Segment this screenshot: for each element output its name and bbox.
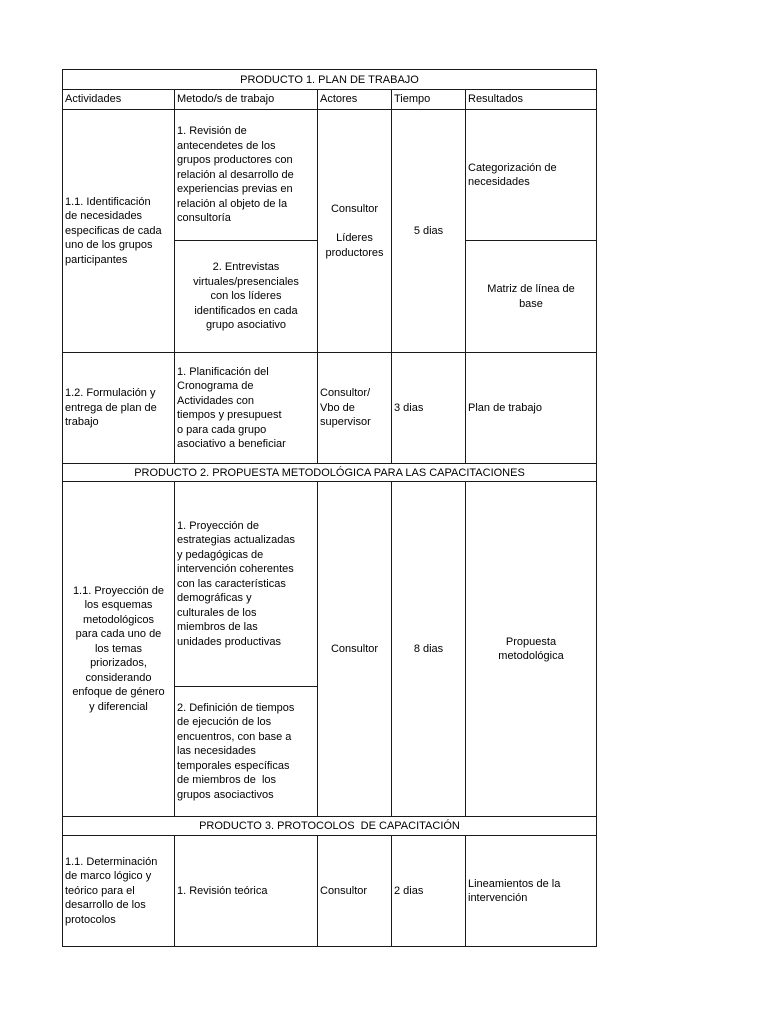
text-line: temporales específicas [177,759,290,772]
text-line: experiencias previas en [177,183,293,196]
cell-resultados [465,240,597,353]
product-title-text: PRODUCTO 2. PROPUESTA METODOLÓGICA PARA LAS CAPACITACIONES [134,466,525,479]
text-line: grupos productores con [177,154,293,167]
header-metodos [174,89,318,110]
text-line: para cada uno de [75,628,162,641]
text-line: base [519,297,543,310]
text-line: 1. Planificación del [177,365,269,378]
cell-metodo [174,352,318,464]
text-line: relación al desarrollo de [177,168,294,181]
text-line: necesidades [468,176,530,188]
cell-actividad [62,109,175,353]
text-line: 3 dias [394,401,424,414]
text-line: de ejecución de los [177,716,272,729]
text-line: tiempos y presupuest [177,409,282,421]
text-line: intervención coherentes [177,563,294,576]
text-line: Consultor [330,203,379,215]
text-line: metodológica [498,650,564,662]
cell-resultados [465,481,597,817]
text-line: entrega de plan de [65,401,157,414]
text-line: supervisor [320,416,371,429]
header-label: Metodo/s de trabajo [177,93,275,106]
text-line: desarrollo de los [65,899,146,912]
text-line: productores [325,246,384,259]
text-line: de necesidades [65,210,143,223]
text-line: y diferencial [89,700,148,713]
text-line: Consultor [330,642,379,655]
cell-metodo [174,481,318,687]
text-line: 2. Definición de tiempos [177,701,295,714]
cell-resultados [465,109,597,241]
product-3-title [62,816,597,836]
cell-actividad [62,835,175,947]
cell-actores [317,109,392,353]
text-line: Consultor [320,884,368,897]
cell-metodo [174,686,318,817]
text-line: con las características [177,577,286,590]
text-line: los esquemas [84,599,153,612]
text-line: Categorización de [468,161,557,174]
header-label: Actores [320,93,358,106]
header-tiempo [391,89,466,110]
text-line: considerando [85,671,152,684]
text-line: Lineamientos de la [468,877,561,890]
text-line: 1. Proyección de [177,519,259,532]
product-title-text: PRODUCTO 1. PLAN DE TRABAJO [240,73,419,86]
text-line: metodológicos [83,613,154,626]
text-line: 1.1. Proyección de [72,584,165,597]
text-line: Líderes [336,232,373,244]
header-label: Actividades [65,93,122,106]
text-line: encuentros, con base a [177,730,292,743]
header-actores [317,89,392,110]
cell-actividad [62,352,175,464]
text-line: 2 dias [394,884,424,897]
cell-tiempo [391,109,466,353]
cell-metodo [174,109,318,241]
text-line: Matriz de línea de [487,283,575,295]
cell-metodo [174,835,318,947]
text-line: identificados en cada [194,304,298,317]
text-line: asociativo a beneficiar [177,438,286,450]
text-line: 1.1. Determinación [65,855,158,868]
product-1-title [62,69,597,90]
text-line: estrategias actualizadas [177,534,296,547]
text-line: grupo asociativo [205,319,287,332]
text-line: Propuesta [505,635,557,648]
text-line: 1. Revisión de [177,125,247,138]
cell-resultados [465,835,597,947]
text-line: los temas [94,642,143,655]
text-line: consultoría [177,212,231,225]
text-line: demográficas y [177,592,252,605]
text-line: las necesidades [177,745,256,758]
cell-actores [317,352,392,464]
header-actividades [62,89,175,110]
text-line: virtuales/presenciales [193,275,299,288]
cell-resultados [465,352,597,464]
cell-tiempo [391,481,466,817]
text-line: con los líderes [210,290,282,303]
text-line: trabajo [65,416,99,429]
product-title-text: PRODUCTO 3. PROTOCOLOS DE CAPACITACIÓN [199,820,460,832]
text-line: Cronograma de [177,380,254,392]
text-line: 2. Entrevistas [212,261,280,274]
text-line: protocolos [65,913,116,926]
text-line: 1.1. Identificación [65,195,151,208]
text-line: antecendetes de los [177,139,276,152]
text-line: participantes [65,253,128,266]
cell-actividad [62,481,175,817]
product-2-title [62,463,597,482]
text-line: o para cada grupo [177,423,267,436]
text-line: 8 dias [413,642,444,655]
text-line: 5 dias [413,224,444,237]
cell-tiempo [391,352,466,464]
header-label: Resultados [468,93,524,106]
text-line: miembros de las [177,621,258,634]
text-line: unidades productivas [177,635,281,648]
text-line: teórico para el [65,884,135,897]
text-line: Actividades con [177,394,255,407]
cell-tiempo [391,835,466,947]
cell-metodo [174,240,318,353]
text-line: Plan de trabajo [468,401,542,414]
text-line: especificas de cada [65,224,162,237]
header-label: Tiempo [394,93,431,106]
text-line: de marco lógico y [65,870,152,883]
text-line: relación al objeto de la [177,197,288,210]
text-line: Consultor/ [320,387,371,400]
text-line: de miembros de los [177,774,277,787]
text-line: priorizados, [90,657,147,670]
text-line: culturales de los [177,606,257,619]
text-line: y pedagógicas de [177,548,264,561]
cell-actores [317,481,392,817]
text-line: intervención [468,892,528,904]
header-resultados [465,89,597,110]
text-line: grupos asociactivos [177,788,274,801]
text-line: 1.2. Formulación y [65,387,156,400]
text-line: Vbo de [320,401,355,414]
text-line: uno de los grupos [65,239,153,252]
text-line: enfoque de género [72,686,165,699]
text-line: 1. Revisión teórica [177,884,268,897]
cell-actores [317,835,392,947]
